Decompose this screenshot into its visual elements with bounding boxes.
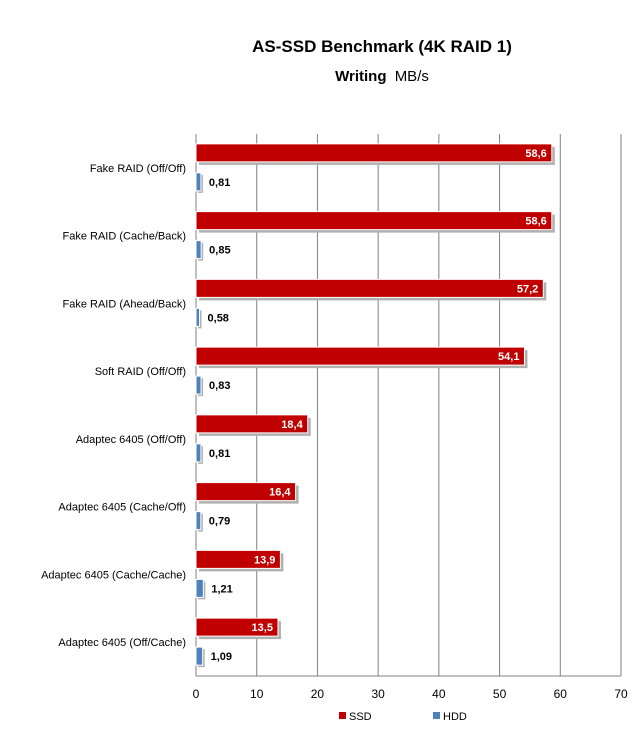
data-label-ssd: 54,1 bbox=[498, 351, 520, 364]
chart-subtitle-bold: Writing bbox=[335, 68, 387, 85]
data-label-ssd: 18,4 bbox=[281, 418, 303, 431]
legend-swatch-hdd bbox=[433, 712, 440, 719]
data-label-hdd: 0,81 bbox=[208, 447, 231, 460]
chart-subtitle bbox=[335, 68, 429, 85]
bar-hdd bbox=[196, 376, 201, 394]
x-tick-label: 60 bbox=[553, 687, 567, 701]
data-label-ssd: 58,6 bbox=[525, 215, 547, 228]
category-label: Fake RAID (Ahead/Back) bbox=[62, 298, 186, 311]
bar-hdd bbox=[196, 173, 201, 191]
bar-ssd bbox=[196, 347, 524, 365]
x-tick-label: 10 bbox=[250, 687, 264, 701]
category-label: Adaptec 6405 (Off/Off) bbox=[75, 433, 186, 446]
x-tick-label: 50 bbox=[492, 687, 507, 701]
data-label-ssd: 57,2 bbox=[516, 283, 539, 296]
data-label-hdd: 1,21 bbox=[211, 583, 233, 596]
bar-ssd bbox=[196, 212, 552, 230]
bar-ssd bbox=[196, 144, 552, 162]
bar-hdd bbox=[196, 579, 203, 597]
data-label-ssd: 58,6 bbox=[525, 147, 547, 160]
category-label: Soft RAID (Off/Off) bbox=[94, 366, 186, 379]
chart-subtitle-unit: MB/s bbox=[394, 68, 429, 85]
category-label: Adaptec 6405 (Cache/Off) bbox=[58, 501, 186, 514]
x-tick-label: 20 bbox=[310, 687, 325, 701]
data-label-hdd: 1,09 bbox=[210, 651, 233, 664]
legend-label-hdd: HDD bbox=[443, 711, 467, 723]
data-label-hdd: 0,85 bbox=[209, 244, 231, 257]
category-label: Adaptec 6405 (Cache/Cache) bbox=[41, 569, 186, 582]
category-label: Fake RAID (Cache/Back) bbox=[62, 230, 186, 243]
data-label-hdd: 0,79 bbox=[208, 515, 231, 528]
category-label: Fake RAID (Off/Off) bbox=[89, 162, 186, 175]
bar-hdd bbox=[196, 647, 203, 665]
bar-ssd bbox=[196, 279, 543, 297]
x-tick-label: 40 bbox=[432, 687, 446, 701]
x-tick-label: 70 bbox=[614, 687, 628, 701]
legend-label-ssd: SSD bbox=[349, 711, 372, 723]
bar-hdd bbox=[196, 308, 200, 326]
bar-hdd bbox=[196, 241, 201, 259]
category-label: Adaptec 6405 (Off/Cache) bbox=[58, 637, 186, 650]
legend bbox=[339, 711, 467, 723]
plot-area bbox=[41, 134, 628, 701]
data-label-ssd: 16,4 bbox=[269, 486, 291, 499]
legend-swatch-ssd bbox=[339, 712, 346, 719]
chart-title: AS-SSD Benchmark (4K RAID 1) bbox=[252, 37, 512, 56]
data-label-ssd: 13,9 bbox=[253, 554, 276, 567]
bar-hdd bbox=[196, 444, 201, 462]
x-tick-label: 30 bbox=[371, 687, 385, 701]
bar-hdd bbox=[196, 512, 201, 530]
data-label-ssd: 13,5 bbox=[251, 622, 273, 635]
data-label-hdd: 0,81 bbox=[208, 176, 231, 189]
x-tick-label: 0 bbox=[192, 687, 200, 701]
data-label-hdd: 0,83 bbox=[209, 380, 231, 393]
data-label-hdd: 0,58 bbox=[207, 312, 229, 325]
